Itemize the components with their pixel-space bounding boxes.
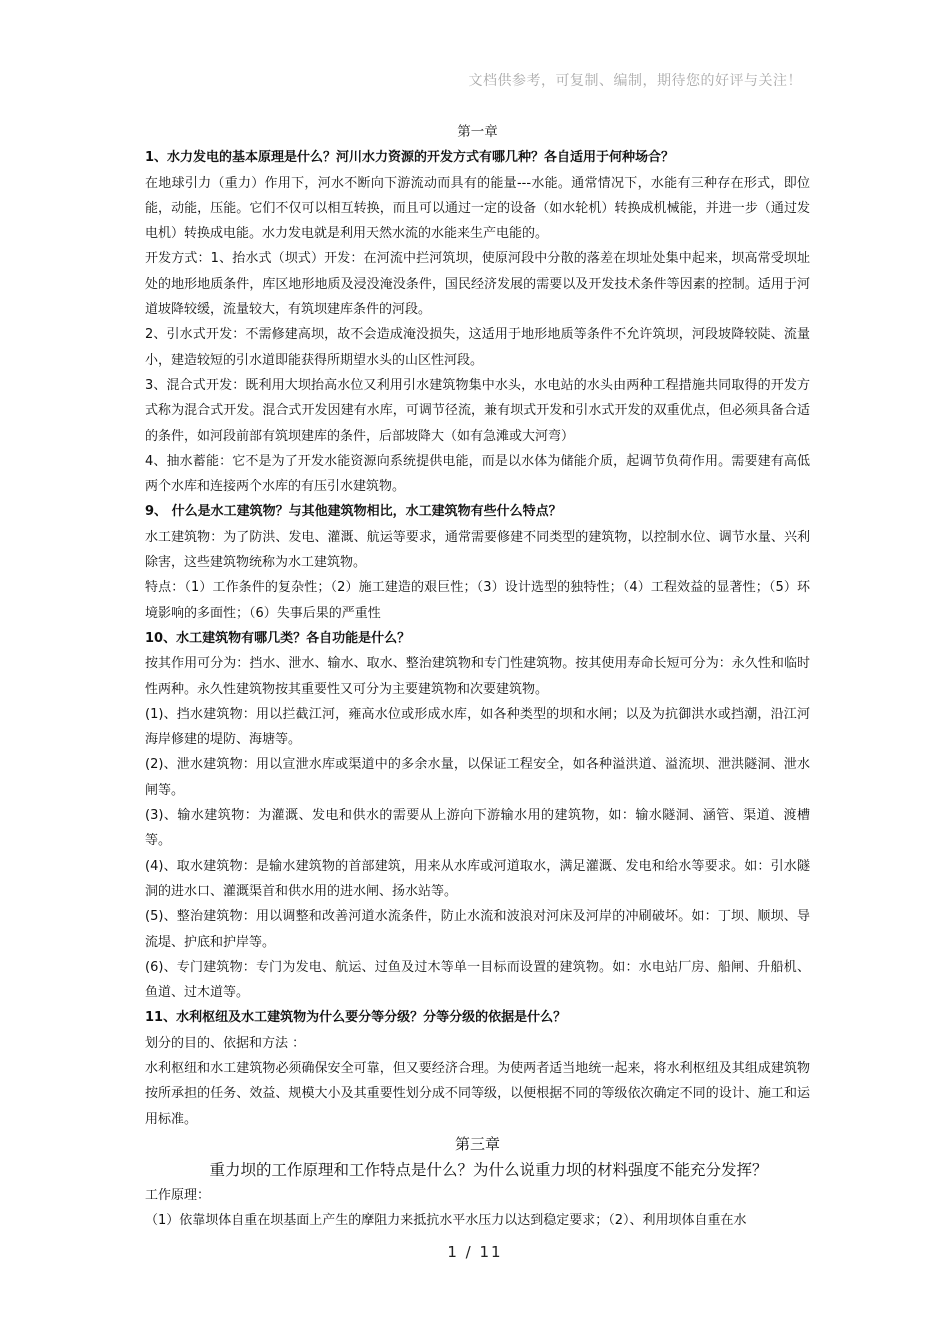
paragraph: (3)、输水建筑物：为灌溉、发电和供水的需要从上游向下游输水用的建筑物，如：输水隧洞、涵管、渠道、渡槽等。 — [145, 808, 810, 849]
paragraph: 划分的目的、依据和方法 ： — [145, 1035, 306, 1051]
paragraph: 4、抽水蓄能：它不是为了开发水能资源向系统提供电能，而是以水体为储能介质，起调节负荷作用。需要建有高低两个水库和连接两个水库的有压引水建筑物。 — [145, 453, 810, 495]
paragraph: 在地球引力（重力）作用下，河水不断向下游流动而具有的能量---水能。通常情况下，水能有三种存在形式，即位能，动能，压能。它们不仅可以相互转换，而且可以通过一定的设备（如水轮机）转换成机械能，并进一步（通过发电机）转换成电能。水力发电就是利用天然水流的水能来生产电能的。 — [145, 175, 810, 242]
question-1: 1、水力发电的基本原理是什么？河川水力资源的开发方式有哪几种？各自适用于何种场合？ — [145, 150, 675, 166]
paragraph: (1)、挡水建筑物：用以拦截江河，雍高水位或形成水库，如各种类型的坝和水闸；以及为抗御洪水或挡潮，沿江河海岸修建的堤防、海塘等。 — [145, 706, 810, 748]
question-10: 10、水工建筑物有哪几类？各自功能是什么？ — [145, 630, 411, 646]
paragraph: (2)、泄水建筑物：用以宣泄水库或渠道中的多余水量，以保证工程安全，如各种溢洪道、溢流坝、泄洪隧洞、泄水闸等。 — [145, 757, 810, 798]
paragraph: 工作原理： — [145, 1187, 211, 1203]
paragraph: 水利枢纽和水工建筑物必须确保安全可靠，但又要经济合理。为使两者适当地统一起来，将水利枢纽及其组成建筑物按所承担的任务、效益、规模大小及其重要性划分成不同等级，以便根据不同的等级依次确定不同的设计、施工和运用标准。 — [145, 1060, 810, 1127]
paragraph: 特点：（1）工作条件的复杂性；（2）施工建造的艰巨性；（3）设计选型的独特性；（4）工程效益的显著性；（5）环境影响的多面性；（6）失事后果的严重性 — [145, 580, 810, 621]
question-9: 9、 什么是水工建筑物？与其他建筑物相比，水工建筑物有些什么特点？ — [145, 504, 562, 520]
chapter-heading: 第一章 — [457, 124, 498, 140]
chapter-heading-3: 第三章 — [454, 1134, 500, 1153]
paragraph: 2、引水式开发：不需修建高坝，故不会造成淹没损失，这适用于地形地质等条件不允许筑坝，河段坡降较陡、流量小，建造较短的引水道即能获得所期望水头的山区性河段。 — [145, 327, 810, 368]
paragraph: 开发方式：1、抬水式（坝式）开发：在河流中拦河筑坝，使原河段中分散的落差在坝址处集中起来，坝高常受坝址处的地形地质条件，库区地形地质及浸没淹没条件，国民经济发展的需要以及开发技术条件等因素的控制。适用于河道坡降较缓，流量较大，有筑坝建库条件的河段。 — [145, 251, 810, 318]
paragraph: (6)、专门建筑物：专门为发电、航运、过鱼及过木等单一目标而设置的建筑物。如：水电站厂房、船闸、升船机、鱼道、过木道等。 — [145, 959, 810, 1001]
paragraph: (4)、取水建筑物：是输水建筑物的首部建筑，用来从水库或河道取水，满足灌溉、发电和给水等要求。如：引水隧洞的进水口、灌溉渠首和供水用的进水闸、扬水站等。 — [145, 858, 810, 899]
watermark-text: 文档供参考，可复制、编制，期待您的好评与关注！ — [468, 73, 802, 89]
paragraph: 3、混合式开发：既利用大坝抬高水位又利用引水建筑物集中水头，水电站的水头由两种工程措施共同取得的开发方式称为混合式开发。混合式开发因建有水库，可调节径流，兼有坝式开发和引水式开发的双重优点，但必须具备合适的条件，如河段前部有筑坝建库的条件，后部坡降大（如有急滩或大河弯） — [145, 377, 810, 444]
question-11: 11、水利枢纽及水工建筑物为什么要分等分级？分等分级的依据是什么？ — [145, 1010, 567, 1026]
page-content — [145, 120, 810, 1233]
paragraph: (5)、整治建筑物：用以调整和改善河道水流条件，防止水流和波浪对河床及河岸的冲刷破坏。如：丁坝、顺坝、导流堤、护底和护岸等。 — [145, 909, 810, 950]
page-number: 1 / 11 — [447, 1243, 503, 1261]
paragraph: 水工建筑物：为了防洪、发电、灌溉、航运等要求，通常需要修建不同类型的建筑物，以控制水位、调节水量、兴利除害，这些建筑物统称为水工建筑物。 — [145, 529, 810, 571]
chapter3-question: 重力坝的工作原理和工作特点是什么？为什么说重力坝的材料强度不能充分发挥？ — [209, 1160, 768, 1179]
paragraph: （1）依靠坝体自重在坝基面上产生的摩阻力来抵抗水平水压力以达到稳定要求；（2）、利用坝体自重在水 — [145, 1213, 747, 1229]
paragraph: 按其作用可分为：挡水、泄水、输水、取水、整治建筑物和专门性建筑物。按其使用寿命长短可分为：永久性和临时性两种。永久性建筑物按其重要性又可分为主要建筑物和次要建筑物。 — [145, 656, 810, 697]
